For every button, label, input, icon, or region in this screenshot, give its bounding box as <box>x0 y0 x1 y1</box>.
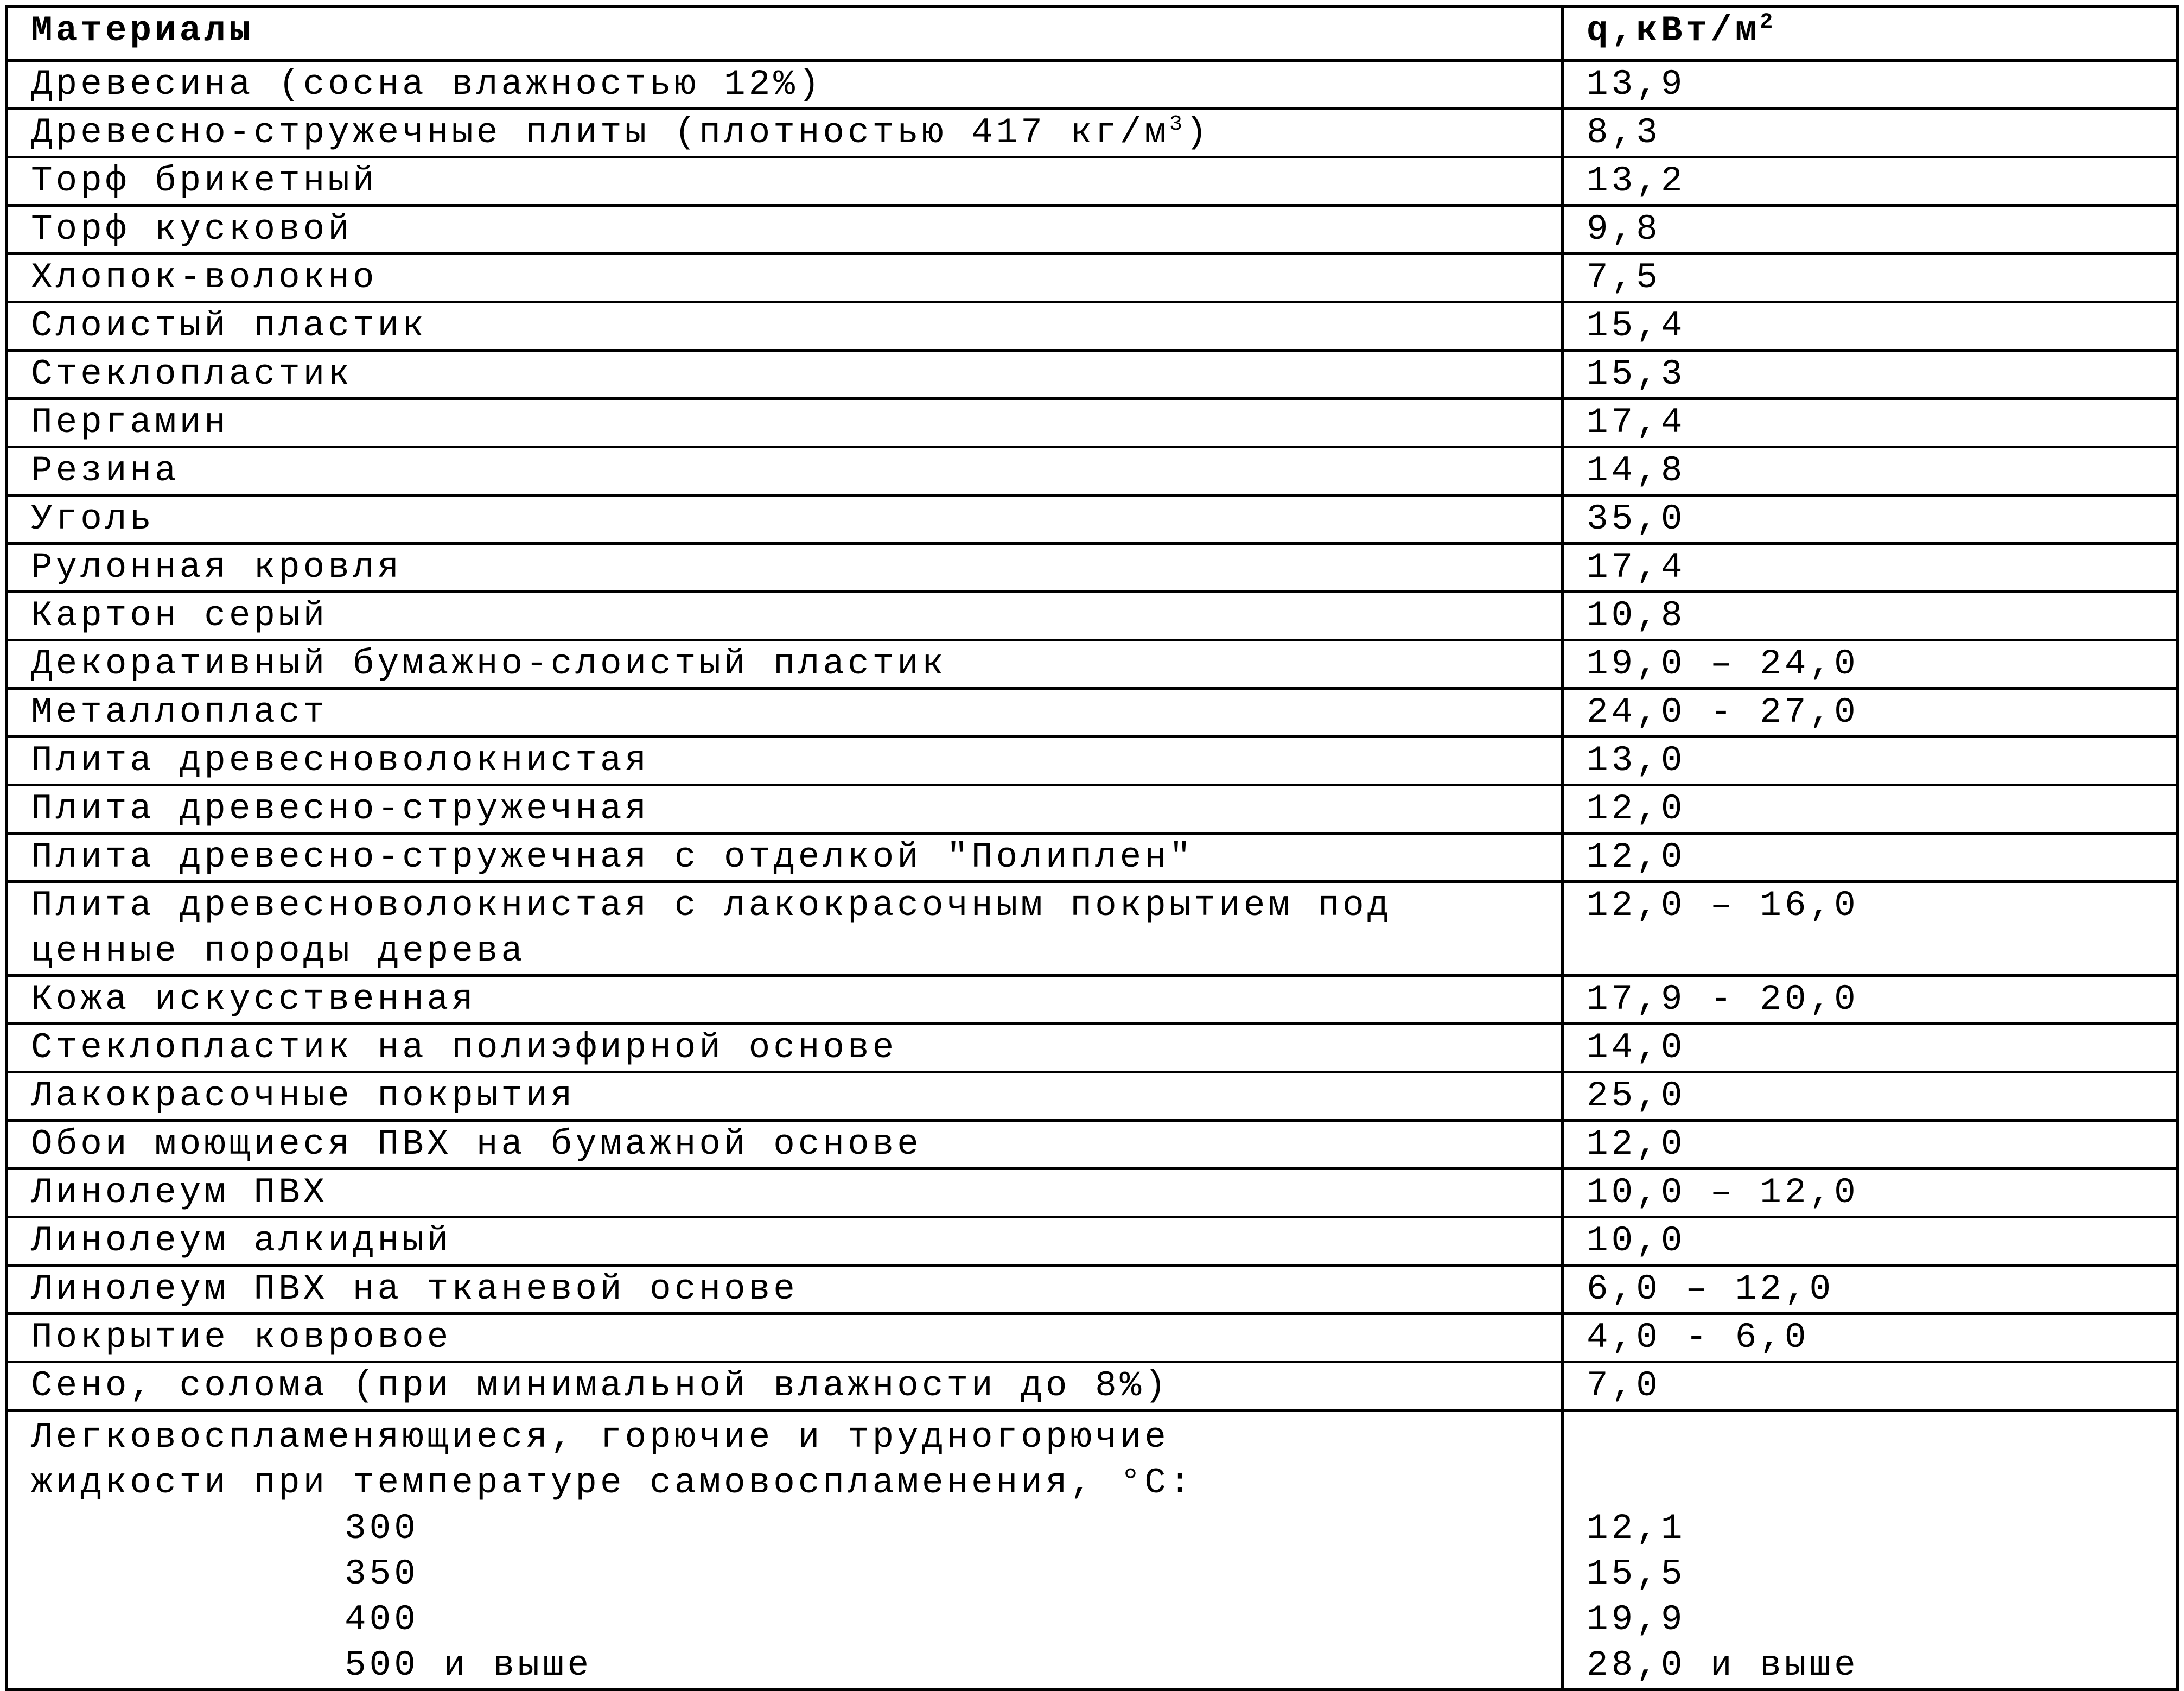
table-row <box>7 1266 2177 1314</box>
liquids-title-line-1: Легковоспламеняющиеся, горючие и трудногорючие <box>31 1417 1169 1458</box>
liquid-temperature: 400 <box>345 1599 419 1640</box>
table-row <box>7 1314 2177 1362</box>
value-cell: 19,0 – 24,0 <box>1563 640 2177 689</box>
liquid-value: 19,9 <box>1587 1599 1686 1640</box>
material-cell: Уголь <box>7 495 1563 544</box>
material-cell: Покрытие ковровое <box>7 1314 1563 1362</box>
header-row <box>7 7 2177 61</box>
value-cell: 7,5 <box>1563 254 2177 302</box>
material-cell: Хлопок-волокно <box>7 254 1563 302</box>
value-cell: 13,2 <box>1563 157 2177 206</box>
liquid-value: 15,5 <box>1587 1554 1686 1594</box>
value-cell: 15,4 <box>1563 302 2177 351</box>
material-cell: Металлопласт <box>7 689 1563 737</box>
value-cell: 14,0 <box>1563 1024 2177 1072</box>
table-row <box>7 976 2177 1024</box>
value-cell: 14,8 <box>1563 447 2177 495</box>
value-cell: 4,0 - 6,0 <box>1563 1314 2177 1362</box>
heat-flux-table <box>5 5 2179 1691</box>
liquid-value: 28,0 и выше <box>1587 1645 1859 1686</box>
table-row <box>7 1024 2177 1072</box>
table-row <box>7 882 2177 976</box>
material-cell: Торф кусковой <box>7 206 1563 254</box>
liquids-row <box>7 1410 2177 1690</box>
table-row <box>7 1121 2177 1169</box>
material-cell: Пергамин <box>7 399 1563 447</box>
material-cell: Стеклопластик на полиэфирной основе <box>7 1024 1563 1072</box>
material-cell: Слоистый пластик <box>7 302 1563 351</box>
value-cell: 15,3 <box>1563 351 2177 399</box>
table-row <box>7 1169 2177 1217</box>
value-cell: 17,4 <box>1563 544 2177 592</box>
material-text-suffix: ) <box>1185 112 1211 153</box>
value-cell: 12,0 <box>1563 1121 2177 1169</box>
table-row <box>7 1072 2177 1121</box>
liquid-temperature: 500 и выше <box>345 1645 593 1686</box>
table-row <box>7 351 2177 399</box>
liquid-temperature: 350 <box>345 1554 419 1594</box>
heat-flux-header-text: q,кВт/м <box>1587 10 1760 51</box>
material-cell: Плита древесно-стружечная <box>7 785 1563 834</box>
liquid-value: 12,1 <box>1587 1508 1686 1549</box>
value-cell: 10,0 – 12,0 <box>1563 1169 2177 1217</box>
material-cell: Лакокрасочные покрытия <box>7 1072 1563 1121</box>
value-cell: 9,8 <box>1563 206 2177 254</box>
material-cell: Древесина (сосна влажностью 12%) <box>7 61 1563 109</box>
table-row <box>7 1362 2177 1410</box>
value-cell: 12,0 – 16,0 <box>1563 882 2177 976</box>
table-row <box>7 447 2177 495</box>
material-cell: Плита древесно-стружечная с отделкой "Полиплен" <box>7 834 1563 882</box>
table-row <box>7 495 2177 544</box>
table-row <box>7 544 2177 592</box>
material-cell: Линолеум ПВХ на тканевой основе <box>7 1266 1563 1314</box>
heat-flux-header <box>1563 7 2177 61</box>
value-cell: 10,8 <box>1563 592 2177 640</box>
table-row <box>7 206 2177 254</box>
table-row <box>7 592 2177 640</box>
material-cell <box>7 109 1563 157</box>
table-row <box>7 785 2177 834</box>
material-cell: Картон серый <box>7 592 1563 640</box>
table-row <box>7 689 2177 737</box>
table-row <box>7 157 2177 206</box>
spacer <box>1587 1415 2176 1460</box>
table-row <box>7 399 2177 447</box>
material-cell: Рулонная кровля <box>7 544 1563 592</box>
value-cell: 13,0 <box>1563 737 2177 785</box>
value-cell: 8,3 <box>1563 109 2177 157</box>
material-cell: Плита древесноволокнистая с лакокрасочным покрытием под ценные породы дерева <box>7 882 1563 976</box>
material-cell: Линолеум алкидный <box>7 1217 1563 1266</box>
spacer <box>1587 1460 2176 1506</box>
value-cell: 24,0 - 27,0 <box>1563 689 2177 737</box>
materials-table-container <box>5 5 2179 1691</box>
table-row <box>7 254 2177 302</box>
liquids-material-cell <box>7 1410 1563 1690</box>
value-cell: 35,0 <box>1563 495 2177 544</box>
value-cell: 25,0 <box>1563 1072 2177 1121</box>
table-row <box>7 834 2177 882</box>
value-cell: 12,0 <box>1563 785 2177 834</box>
material-cell: Декоративный бумажно-слоистый пластик <box>7 640 1563 689</box>
material-cell: Плита древесноволокнистая <box>7 737 1563 785</box>
table-row <box>7 737 2177 785</box>
table-row <box>7 109 2177 157</box>
material-cell: Линолеум ПВХ <box>7 1169 1563 1217</box>
value-cell: 12,0 <box>1563 834 2177 882</box>
material-cell: Торф брикетный <box>7 157 1563 206</box>
material-cell: Обои моющиеся ПВХ на бумажной основе <box>7 1121 1563 1169</box>
table-row <box>7 1217 2177 1266</box>
value-cell: 6,0 – 12,0 <box>1563 1266 2177 1314</box>
liquids-title-line-2: жидкости при температуре самовоспламенения, °С: <box>31 1463 1194 1503</box>
material-cell: Стеклопластик <box>7 351 1563 399</box>
materials-header-text: Материалы <box>31 10 254 51</box>
material-text: Древесно-стружечные плиты (плотностью 417 кг/м <box>31 112 1169 153</box>
table-row <box>7 61 2177 109</box>
material-cell: Резина <box>7 447 1563 495</box>
value-cell: 13,9 <box>1563 61 2177 109</box>
density-unit-exponent: 3 <box>1169 112 1186 137</box>
value-cell: 17,9 - 20,0 <box>1563 976 2177 1024</box>
liquid-temperature: 300 <box>345 1508 419 1549</box>
material-cell: Сено, солома (при минимальной влажности до 8%) <box>7 1362 1563 1410</box>
table-row <box>7 302 2177 351</box>
value-cell: 7,0 <box>1563 1362 2177 1410</box>
heat-flux-header-exponent: 2 <box>1760 10 1777 35</box>
table-row <box>7 640 2177 689</box>
materials-header <box>7 7 1563 61</box>
liquids-value-cell <box>1563 1410 2177 1690</box>
value-cell: 10,0 <box>1563 1217 2177 1266</box>
value-cell: 17,4 <box>1563 399 2177 447</box>
material-cell: Кожа искусственная <box>7 976 1563 1024</box>
